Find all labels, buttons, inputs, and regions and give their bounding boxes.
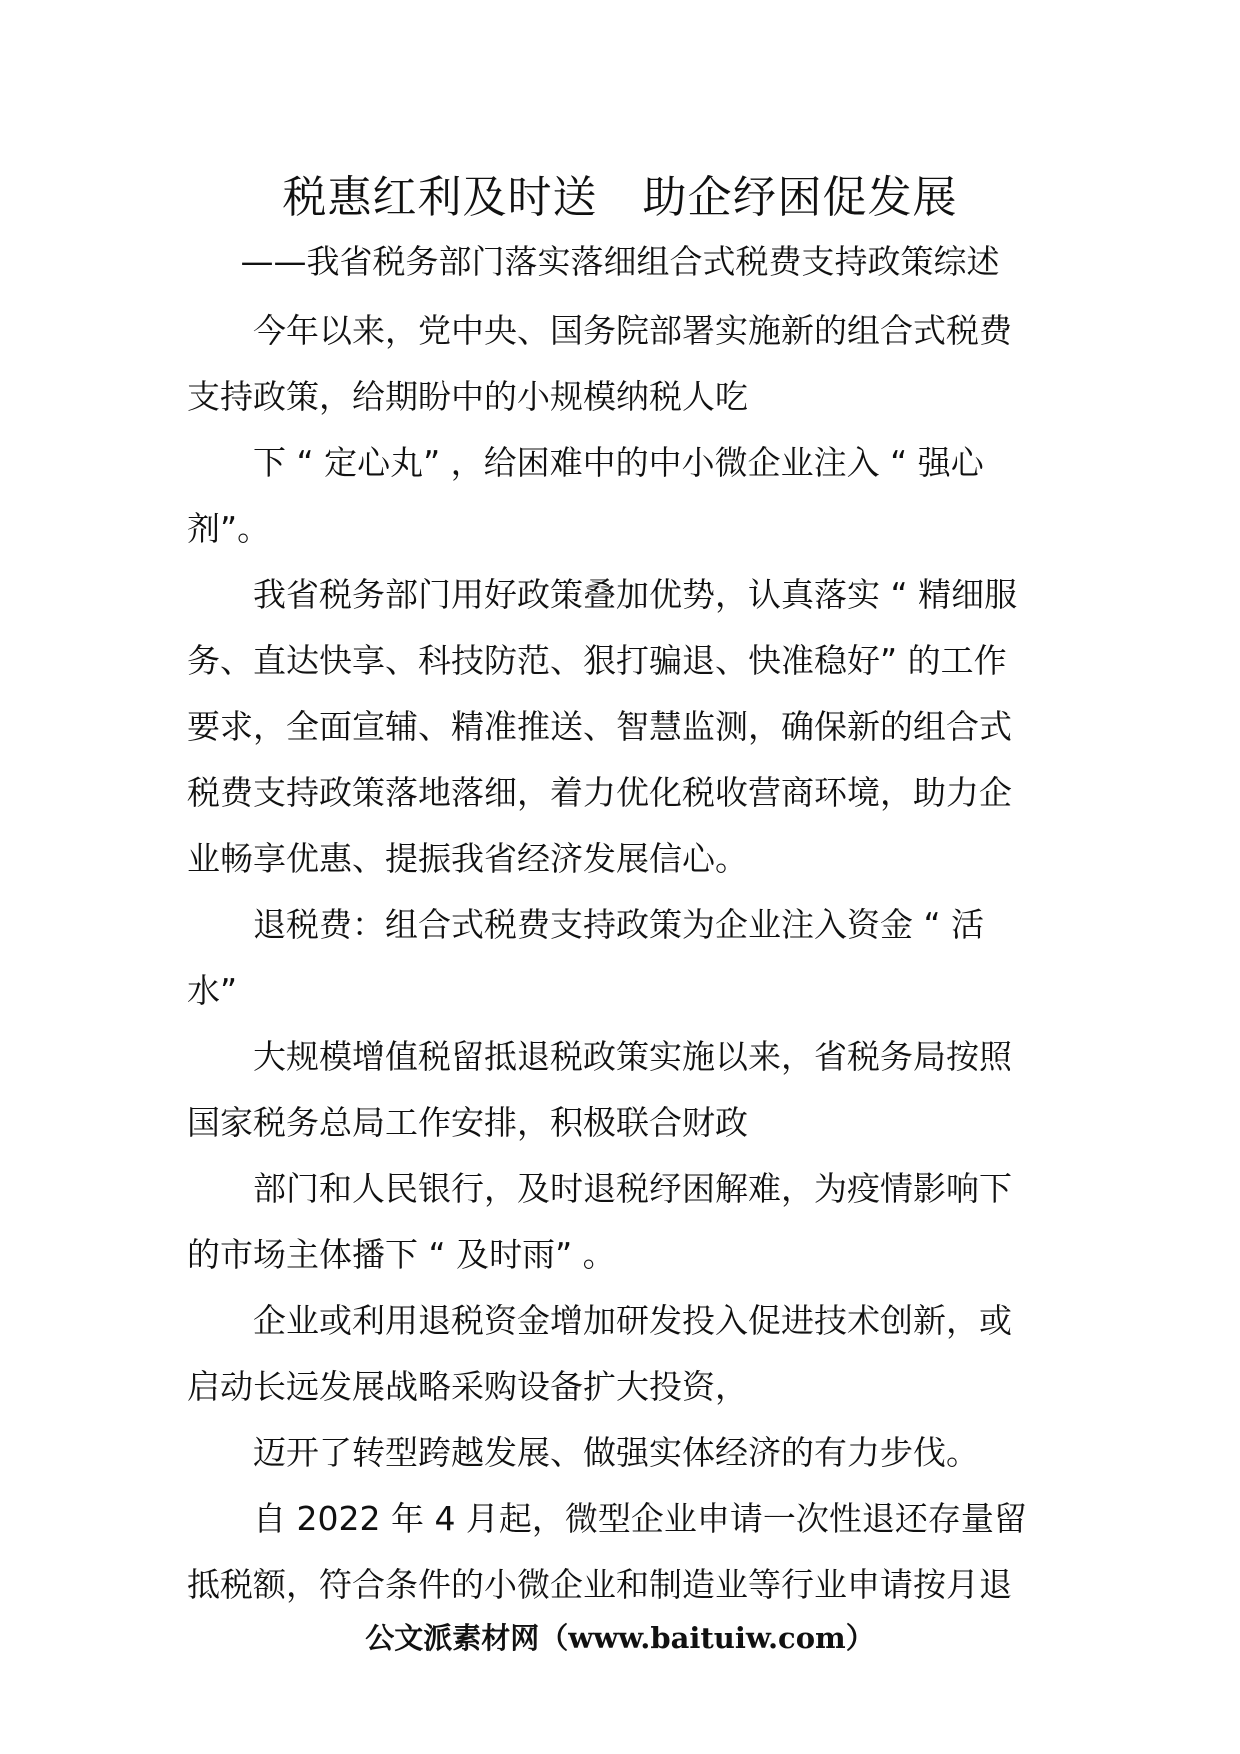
body-paragraph — [187, 892, 1057, 1024]
paragraph-line: 大规模增值税留抵退税政策实施以来，省税务局按照 — [253, 1037, 1012, 1076]
body-paragraph — [187, 1420, 1057, 1486]
paragraph-line: 今年以来，党中央、国务院部署实施新的组合式税费 — [253, 311, 1012, 350]
paragraph-line: 迈开了转型跨越发展、做强实体经济的有力步伐。 — [253, 1433, 979, 1472]
paragraph-line: 退税费：组合式税费支持政策为企业注入资金 “ 活 — [253, 905, 985, 944]
paragraph-line: 支持政策，给期盼中的小规模纳税人吃 — [187, 377, 748, 416]
paragraph-line: 启动长远发展战略采购设备扩大投资， — [187, 1367, 748, 1406]
paragraph-line: 国家税务总局工作安排，积极联合财政 — [187, 1103, 748, 1142]
paragraph-line: 下 “ 定心丸” ，给困难中的中小微企业注入 “ 强心 — [253, 443, 984, 482]
paragraph-line: 我省税务部门用好政策叠加优势，认真落实 “ 精细服 — [253, 575, 1018, 614]
body-paragraph — [187, 1024, 1057, 1156]
paragraph-line: 要求，全面宣辅、精准推送、智慧监测，确保新的组合式 — [187, 707, 1012, 746]
site-watermark: 公文派素材网（www.baituiw.com） — [365, 1621, 875, 1655]
document-title: 税惠红利及时送 助企纾困促发展 — [282, 172, 958, 223]
body-paragraph — [187, 1288, 1057, 1420]
paragraph-line: 自 2022 年 4 月起，微型企业申请一次性退还存量留 — [253, 1499, 1027, 1538]
body-paragraph — [187, 1486, 1057, 1618]
paragraph-line: 剂”。 — [187, 509, 271, 548]
document-subtitle: ——我省税务部门落实落细组合式税费支持政策综述 — [240, 242, 1000, 281]
body-paragraph — [187, 562, 1057, 892]
body-paragraph — [187, 298, 1057, 430]
paragraph-line: 的市场主体播下 “ 及时雨” 。 — [187, 1235, 616, 1274]
paragraph-line: 务、直达快享、科技防范、狠打骗退、快准稳好” 的工作 — [187, 641, 1007, 680]
paragraph-line: 水” — [187, 971, 238, 1010]
document-body — [187, 298, 1057, 1618]
paragraph-line: 企业或利用退税资金增加研发投入促进技术创新，或 — [253, 1301, 1012, 1340]
paragraph-line: 抵税额，符合条件的小微企业和制造业等行业申请按月退 — [187, 1565, 1012, 1604]
paragraph-line: 部门和人民银行，及时退税纾困解难，为疫情影响下 — [253, 1169, 1012, 1208]
paragraph-line: 业畅享优惠、提振我省经济发展信心。 — [187, 839, 748, 878]
body-paragraph — [187, 1156, 1057, 1288]
body-paragraph — [187, 430, 1057, 562]
paragraph-line: 税费支持政策落地落细，着力优化税收营商环境，助力企 — [187, 773, 1012, 812]
